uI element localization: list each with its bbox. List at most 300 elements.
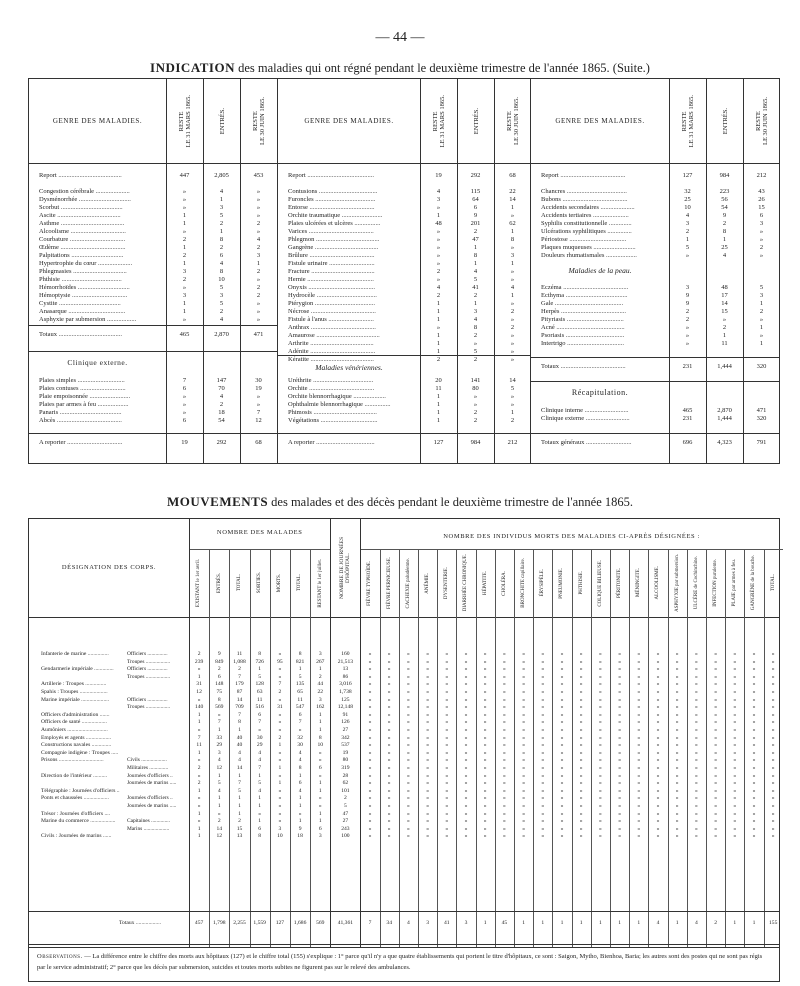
death-value: » — [426, 749, 429, 756]
death-value: » — [733, 689, 737, 695]
row-label: Kératite ....................................... — [288, 356, 374, 363]
death-value: » — [522, 727, 525, 733]
row-label: Phlegmon ....................................... — [288, 236, 380, 243]
death-value: » — [714, 810, 717, 817]
death-value: » — [387, 727, 391, 733]
row-value: 1 — [258, 818, 262, 825]
row-value: 6 — [182, 385, 187, 392]
section-title: Maladies de la peau. — [568, 266, 632, 275]
death-value: » — [675, 666, 679, 673]
header-count-label: ENTRÉS. — [721, 107, 729, 135]
death-value: » — [522, 711, 525, 718]
row-label: Alcoolisme .................................. — [39, 228, 126, 235]
total-value: 2,255 — [233, 920, 246, 926]
death-value: » — [387, 818, 391, 825]
corps-sub-label: Militaires .............. — [127, 765, 169, 771]
row-value: 5 — [238, 787, 241, 794]
row-value: » — [182, 316, 187, 323]
death-value: » — [637, 689, 641, 695]
header-disease-column — [360, 551, 379, 615]
row-value: 19 — [181, 439, 188, 446]
death-total-value: 1 — [598, 920, 602, 926]
row-value: 86 — [342, 673, 349, 680]
row-value: 1 — [182, 220, 187, 227]
row-value: 4 — [298, 787, 302, 794]
row-label: Ophthalmie blennorrhagique ................ — [288, 401, 391, 408]
death-value: » — [426, 810, 429, 817]
death-value: » — [618, 749, 621, 756]
header-label: CHOLÉRA. — [501, 570, 507, 596]
death-value: » — [387, 673, 391, 680]
death-value: » — [675, 734, 679, 741]
death-value: » — [560, 711, 564, 718]
row-value: 4 — [436, 188, 441, 195]
death-value: » — [675, 833, 679, 840]
death-value: » — [675, 825, 679, 832]
death-value: » — [733, 658, 737, 665]
table1-title — [0, 60, 800, 76]
death-value: » — [733, 651, 737, 657]
death-value: » — [598, 818, 602, 825]
header-label: COLIQUE BILIEUSE. — [597, 559, 603, 607]
death-value: » — [771, 818, 775, 825]
row-value: 8 — [298, 765, 302, 771]
row-value: » — [318, 749, 322, 756]
death-value: » — [541, 772, 545, 779]
death-value: » — [426, 666, 429, 673]
death-value: » — [426, 803, 429, 809]
row-value: 127 — [433, 439, 444, 446]
death-value: » — [771, 742, 775, 749]
death-value: » — [637, 681, 641, 688]
disease-column — [29, 79, 277, 463]
row-value: » — [278, 803, 282, 809]
death-value: » — [426, 734, 429, 741]
row-value: » — [258, 727, 262, 733]
corps-label: Direction de l'intérieur .......... — [41, 772, 108, 779]
row-value: » — [685, 332, 690, 339]
row-value: 5 — [217, 780, 221, 787]
header-malades-column — [290, 551, 310, 615]
death-value: » — [483, 719, 487, 726]
death-value: » — [464, 795, 468, 802]
death-value: » — [406, 689, 410, 695]
row-value: » — [217, 810, 221, 817]
death-value: » — [464, 696, 468, 703]
death-value: » — [637, 696, 641, 703]
death-value: » — [714, 803, 717, 809]
death-value: » — [502, 727, 506, 733]
header-disease-column — [476, 551, 495, 615]
row-value: 3 — [318, 696, 322, 703]
row-value: » — [298, 727, 302, 733]
row-label: Psoriasis .................................... — [541, 332, 625, 339]
death-value: » — [637, 673, 641, 680]
death-value: » — [771, 658, 775, 665]
death-value: » — [733, 825, 737, 832]
header-disease-column — [572, 551, 591, 615]
death-value: » — [733, 810, 737, 817]
death-value: » — [483, 757, 487, 764]
death-value: » — [675, 742, 679, 749]
death-value: » — [426, 711, 429, 718]
death-value: » — [598, 719, 602, 726]
death-value: » — [656, 787, 660, 794]
header-disease-column — [687, 551, 706, 615]
death-total-value: 41 — [443, 920, 450, 926]
death-value: » — [406, 818, 410, 825]
death-value: » — [522, 681, 525, 688]
row-value: 4 — [217, 757, 221, 764]
death-value: » — [694, 749, 698, 756]
row-value: 292 — [470, 172, 481, 179]
death-value: » — [618, 818, 621, 825]
row-value: 5 — [343, 803, 347, 809]
header-disease-column — [437, 551, 456, 615]
row-value: 1 — [197, 787, 201, 794]
death-value: » — [368, 719, 372, 726]
death-value: » — [771, 704, 775, 711]
row-value: 11 — [196, 742, 202, 749]
death-total-value: 45 — [501, 920, 508, 926]
death-value: » — [656, 711, 660, 718]
header-label: PÉRITONITE. — [616, 567, 622, 599]
death-value: » — [445, 704, 449, 711]
death-value: » — [733, 734, 737, 741]
corps-label: Télégraphie : Journées d'officiers .. — [41, 787, 120, 794]
row-label: Bubons ........................................ — [541, 196, 628, 203]
death-value: » — [541, 689, 545, 695]
row-value: 2 — [197, 765, 201, 771]
death-value: » — [637, 810, 641, 817]
row-value: 1 — [436, 417, 441, 424]
death-value: » — [464, 780, 468, 787]
death-value: » — [752, 833, 756, 840]
death-value: » — [733, 772, 737, 779]
row-value: 3 — [759, 292, 764, 299]
death-value: » — [445, 749, 449, 756]
row-value: 64 — [472, 196, 479, 203]
row-value: » — [759, 228, 764, 235]
death-value: » — [618, 681, 621, 688]
death-value: » — [445, 673, 449, 680]
death-value: » — [598, 772, 602, 779]
row-value: 471 — [253, 331, 264, 338]
death-value: » — [579, 734, 583, 741]
row-value: 1,088 — [233, 658, 246, 665]
row-value: 2 — [473, 409, 478, 416]
row-value: 14 — [509, 196, 516, 203]
death-value: » — [579, 749, 583, 756]
row-value: 30 — [297, 742, 303, 749]
row-value: 4 — [298, 749, 302, 756]
row-value: » — [318, 772, 322, 779]
header-disease-column — [725, 551, 744, 615]
row-value: 3 — [759, 220, 764, 227]
death-value: » — [714, 689, 717, 695]
death-value: » — [483, 765, 487, 771]
death-value: » — [637, 757, 641, 764]
row-value: 223 — [719, 188, 730, 195]
header-label: INFECTION purulente. — [712, 559, 718, 607]
row-value: 12 — [216, 765, 223, 771]
row-value: 6 — [298, 711, 302, 718]
death-value: » — [541, 833, 545, 840]
row-value: » — [436, 236, 441, 243]
corps-label: Officiers de santé .................. — [41, 719, 107, 726]
row-value: 1 — [238, 727, 241, 733]
death-value: » — [733, 704, 737, 711]
death-value: » — [368, 696, 372, 703]
header-count — [669, 79, 707, 163]
corps-label: Ponts et chaussées .................. — [41, 795, 109, 802]
row-value: 179 — [235, 681, 244, 688]
row-value: 1 — [298, 772, 302, 779]
row-value: 4 — [685, 212, 690, 219]
row-value: » — [256, 300, 261, 307]
row-label: Varices ........................................ — [288, 228, 374, 235]
row-value: 11 — [721, 340, 728, 347]
row-value: 1 — [197, 673, 201, 680]
death-value: » — [502, 803, 506, 809]
death-value: » — [618, 772, 621, 779]
death-value: » — [637, 727, 641, 733]
row-label: Amaurose ....................................... — [288, 332, 380, 339]
death-value: » — [598, 734, 602, 741]
row-value: » — [278, 749, 282, 756]
row-label: Syphilis constitutionnelle .............. — [541, 220, 632, 227]
death-value: » — [502, 833, 506, 840]
row-value: 4 — [258, 749, 262, 756]
death-value: » — [579, 696, 583, 703]
row-value: 63 — [256, 689, 263, 695]
row-value: 12 — [255, 417, 262, 424]
death-value: » — [541, 727, 545, 733]
row-value: 8 — [219, 268, 224, 275]
death-value: » — [714, 719, 717, 726]
row-value: 2 — [473, 228, 478, 235]
row-value: 87 — [236, 689, 243, 695]
death-value: » — [694, 765, 698, 771]
header-count-label: RESTE LE 30 JUIN 1865. — [755, 96, 770, 146]
death-value: » — [406, 658, 410, 665]
death-value: » — [752, 810, 756, 817]
row-value: 1 — [238, 795, 241, 802]
row-label: Plaques muqueuses .......................... — [541, 244, 636, 251]
death-value: » — [464, 666, 468, 673]
row-label: Fistule à l'anus ............................ — [288, 316, 374, 323]
death-value: » — [406, 795, 410, 802]
death-value: » — [598, 833, 602, 840]
row-value: 9 — [217, 651, 221, 657]
row-label: Plaie empoisonnée ......................... — [39, 393, 131, 400]
page-number: — 44 — — [375, 30, 425, 45]
death-value: » — [464, 658, 468, 665]
totals-rule — [29, 911, 779, 912]
row-value: 267 — [316, 658, 325, 665]
row-value: 1 — [197, 719, 201, 726]
death-total-value: 4 — [406, 920, 410, 926]
death-value: » — [387, 734, 391, 741]
row-value: » — [278, 810, 282, 817]
row-value: » — [182, 204, 187, 211]
row-label: Ecthyma ...................................... — [541, 292, 628, 299]
row-value: 6 — [217, 673, 221, 680]
death-value: » — [387, 742, 391, 749]
death-value: » — [618, 651, 621, 657]
death-value: » — [618, 666, 621, 673]
row-value: 1 — [238, 803, 241, 809]
death-value: » — [445, 833, 449, 840]
death-value: » — [464, 689, 468, 695]
death-value: » — [445, 810, 449, 817]
death-value: » — [637, 742, 641, 749]
death-value: » — [368, 757, 372, 764]
header-label: TOTAL. — [297, 574, 303, 592]
total-value: 1,798 — [212, 920, 226, 926]
table1-title-suffix: (Suite.) — [612, 61, 650, 75]
row-value: 7 — [238, 711, 241, 718]
rule — [29, 325, 277, 326]
row-value: 6 — [318, 765, 322, 771]
death-value: » — [541, 719, 545, 726]
row-value: 2 — [217, 818, 221, 825]
row-value: 68 — [509, 172, 516, 179]
row-value: 6 — [759, 212, 764, 219]
row-value: » — [436, 252, 441, 259]
row-value: 12 — [216, 833, 223, 840]
death-value: » — [406, 757, 410, 764]
header-malades-column — [270, 551, 290, 615]
death-value: » — [445, 772, 449, 779]
row-value: 447 — [179, 172, 190, 179]
row-value: 1 — [436, 332, 441, 339]
death-value: » — [522, 704, 525, 711]
death-value: » — [464, 818, 468, 825]
death-value: » — [675, 757, 679, 764]
death-value: » — [675, 719, 679, 726]
death-value: » — [637, 780, 641, 787]
row-value: » — [685, 340, 690, 347]
death-value: » — [656, 666, 660, 673]
row-value: » — [182, 393, 187, 400]
death-value: » — [483, 673, 487, 680]
death-value: » — [579, 673, 583, 680]
row-value: 1 — [473, 300, 478, 307]
death-value: » — [771, 765, 775, 771]
death-value: » — [522, 734, 525, 741]
death-value: » — [445, 765, 449, 771]
row-value: 7 — [278, 681, 282, 688]
table2-title — [0, 494, 800, 510]
row-value: » — [182, 409, 187, 416]
row-value: 1 — [436, 401, 441, 408]
death-value: » — [464, 787, 468, 794]
death-value: » — [560, 696, 564, 703]
row-value: 29 — [216, 742, 223, 749]
corps-sub-label: Journées de marins ..... — [127, 780, 177, 787]
row-value: 8 — [217, 696, 221, 703]
death-value: » — [368, 689, 372, 695]
death-value: » — [560, 681, 564, 688]
row-value: 9 — [473, 212, 478, 219]
death-value: » — [387, 704, 391, 711]
row-value: 2 — [473, 356, 478, 363]
row-value: » — [197, 803, 201, 809]
row-label: Anthrax ........................................ — [288, 324, 376, 331]
row-value: » — [722, 316, 727, 323]
death-value: » — [694, 833, 698, 840]
row-label: Hypertrophie du cœur ..................... — [39, 260, 133, 267]
row-value: » — [256, 212, 261, 219]
header-journees — [330, 521, 360, 615]
death-value: » — [464, 719, 468, 726]
header-label: CACHEXIE paludéenne. — [405, 557, 411, 609]
row-value: 17 — [721, 292, 728, 299]
corps-sub-label: Civils ................... — [127, 757, 167, 764]
death-value: » — [771, 825, 775, 832]
death-value: » — [771, 719, 775, 726]
row-value: 14 — [236, 696, 243, 703]
row-label: Report ......................................... — [288, 172, 374, 179]
row-value: 1 — [219, 228, 224, 235]
death-value: » — [598, 795, 602, 802]
row-value: 62 — [342, 780, 349, 787]
death-value: » — [598, 711, 602, 718]
row-value: 8 — [473, 324, 478, 331]
row-value: 40 — [236, 742, 243, 749]
death-value: » — [733, 681, 737, 688]
header-disease-column — [533, 551, 552, 615]
row-value: 3 — [510, 252, 515, 259]
row-value: 43 — [758, 188, 765, 195]
corps-label: Civils : Journées de marins ...... — [41, 833, 112, 840]
row-value: 8 — [258, 833, 262, 840]
row-value: 7 — [238, 673, 241, 680]
death-value: » — [522, 772, 525, 779]
row-value: » — [256, 276, 261, 283]
row-value: 1 — [217, 727, 221, 733]
row-value: 5 — [219, 284, 224, 291]
death-value: » — [368, 795, 372, 802]
row-label: Asthme ....................................... — [39, 220, 125, 227]
death-value: » — [579, 803, 583, 809]
row-value: 1 — [510, 292, 515, 299]
header-label: FIÈVRE PERNICIEUSE. — [386, 557, 392, 609]
death-value: » — [733, 787, 737, 794]
header-malades-column — [189, 551, 209, 615]
death-value: » — [714, 651, 717, 657]
row-value: 1,738 — [339, 689, 352, 695]
row-value: 6 — [298, 780, 302, 787]
row-label: Clinique interne ........................... — [541, 407, 629, 414]
death-value: » — [733, 727, 737, 733]
row-value: 2 — [256, 284, 261, 291]
header-corps: DÉSIGNATION DES CORPS. — [61, 564, 157, 571]
death-value: » — [464, 749, 468, 756]
row-value: 10 — [218, 276, 225, 283]
death-total-value: 4 — [656, 920, 660, 926]
row-value: 3 — [219, 292, 224, 299]
rule — [29, 433, 277, 434]
row-value: 2,805 — [214, 172, 229, 179]
row-value: 2 — [182, 252, 187, 259]
death-value: » — [426, 757, 429, 764]
row-value: 28 — [342, 772, 349, 779]
header-label: NOMBRE DE JOURNÉES D'HÔPITAL. — [338, 536, 351, 600]
death-value: » — [368, 734, 372, 741]
death-value: » — [387, 666, 391, 673]
